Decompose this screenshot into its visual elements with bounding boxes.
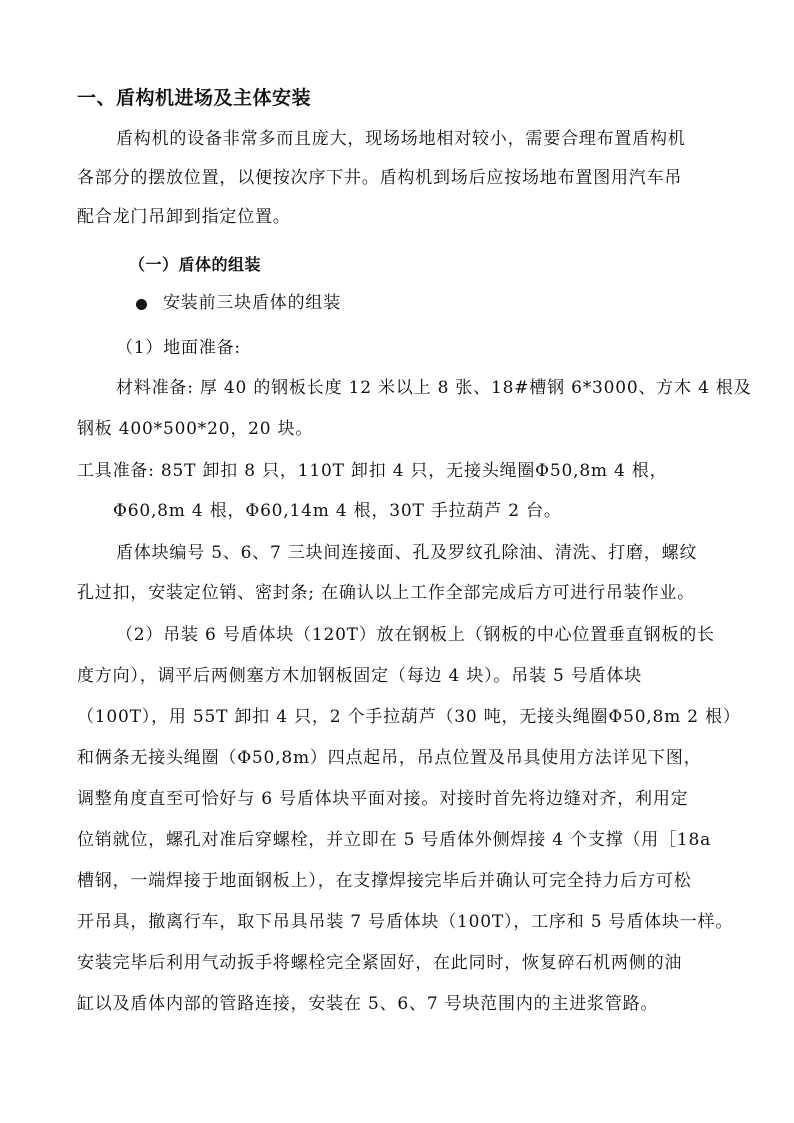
step2-line: 度方向），调平后两侧塞方木加钢板固定（每边 4 块）。吊装 5 号盾体块 — [77, 666, 643, 686]
step2-line: 槽钢，一端焊接于地面钢板上），在支撑焊接完毕后并确认可完全持力后方可松 — [77, 871, 692, 891]
prep-line: 盾体块编号 5、6、7 三块间连接面、孔及罗纹孔除油、清洗、打磨，螺纹 — [116, 543, 698, 563]
step2-line: 和俩条无接头绳圈（Φ50,8m）四点起吊，吊点位置及吊具使用方法详见下图， — [77, 748, 702, 768]
step2-line: 位销就位，螺孔对准后穿螺栓，并立即在 5 号盾体外侧焊接 4 个支撑（用［18a — [77, 830, 712, 850]
tools-line: Φ60,8m 4 根，Φ60,14m 4 根，30T 手拉葫芦 2 台。 — [113, 501, 562, 521]
intro-line: 配合龙门吊卸到指定位置。 — [77, 207, 291, 227]
intro-line: 各部分的摆放位置，以便按次序下井。盾构机到场后应按场地布置图用汽车吊 — [77, 168, 683, 188]
prep-line: 孔过扣，安装定位销、密封条; 在确认以上工作全部完成后方可进行吊装作业。 — [77, 583, 695, 603]
bullet-text: 安装前三块盾体的组装 — [163, 293, 341, 313]
step2-line: （100T），用 55T 卸扣 4 只，2 个手拉葫芦（30 吨，无接头绳圈Φ50,8m 2 根） — [77, 707, 741, 727]
tools-line: 工具准备: 85T 卸扣 8 只，110T 卸扣 4 只，无接头绳圈Φ50,8m 4 根， — [77, 461, 668, 481]
subsection-heading: （一）盾体的组装 — [129, 255, 262, 274]
step2-line: 缸以及盾体内部的管路连接，安装在 5、6、7 号块范围内的主进浆管路。 — [77, 994, 659, 1014]
materials-line: 材料准备: 厚 40 的钢板长度 12 米以上 8 张、18#槽钢 6*3000、方木 4 根及 — [116, 378, 752, 398]
bullet-icon — [136, 299, 147, 310]
step2-line: 调整角度直至可恰好与 6 号盾体块平面对接。对接时首先将边缝对齐，利用定 — [77, 789, 689, 809]
step2-line: 开吊具，撤离行车，取下吊具吊装 7 号盾体块（100T），工序和 5 号盾体块一样。 — [77, 912, 734, 932]
step1-title: （1）地面准备: — [116, 338, 241, 358]
step2-line: 安装完毕后利用气动扳手将螺栓完全紧固好，在此同时，恢复碎石机两侧的油 — [77, 953, 683, 973]
intro-line: 盾构机的设备非常多而且庞大，现场场地相对较小，需要合理布置盾构机 — [116, 129, 686, 149]
step2-line: （2）吊装 6 号盾体块（120T）放在钢板上（钢板的中心位置垂直钢板的长 — [116, 625, 715, 645]
section-heading: 一、盾构机进场及主体安装 — [77, 87, 312, 109]
materials-line: 钢板 400*500*20，20 块。 — [77, 419, 314, 439]
